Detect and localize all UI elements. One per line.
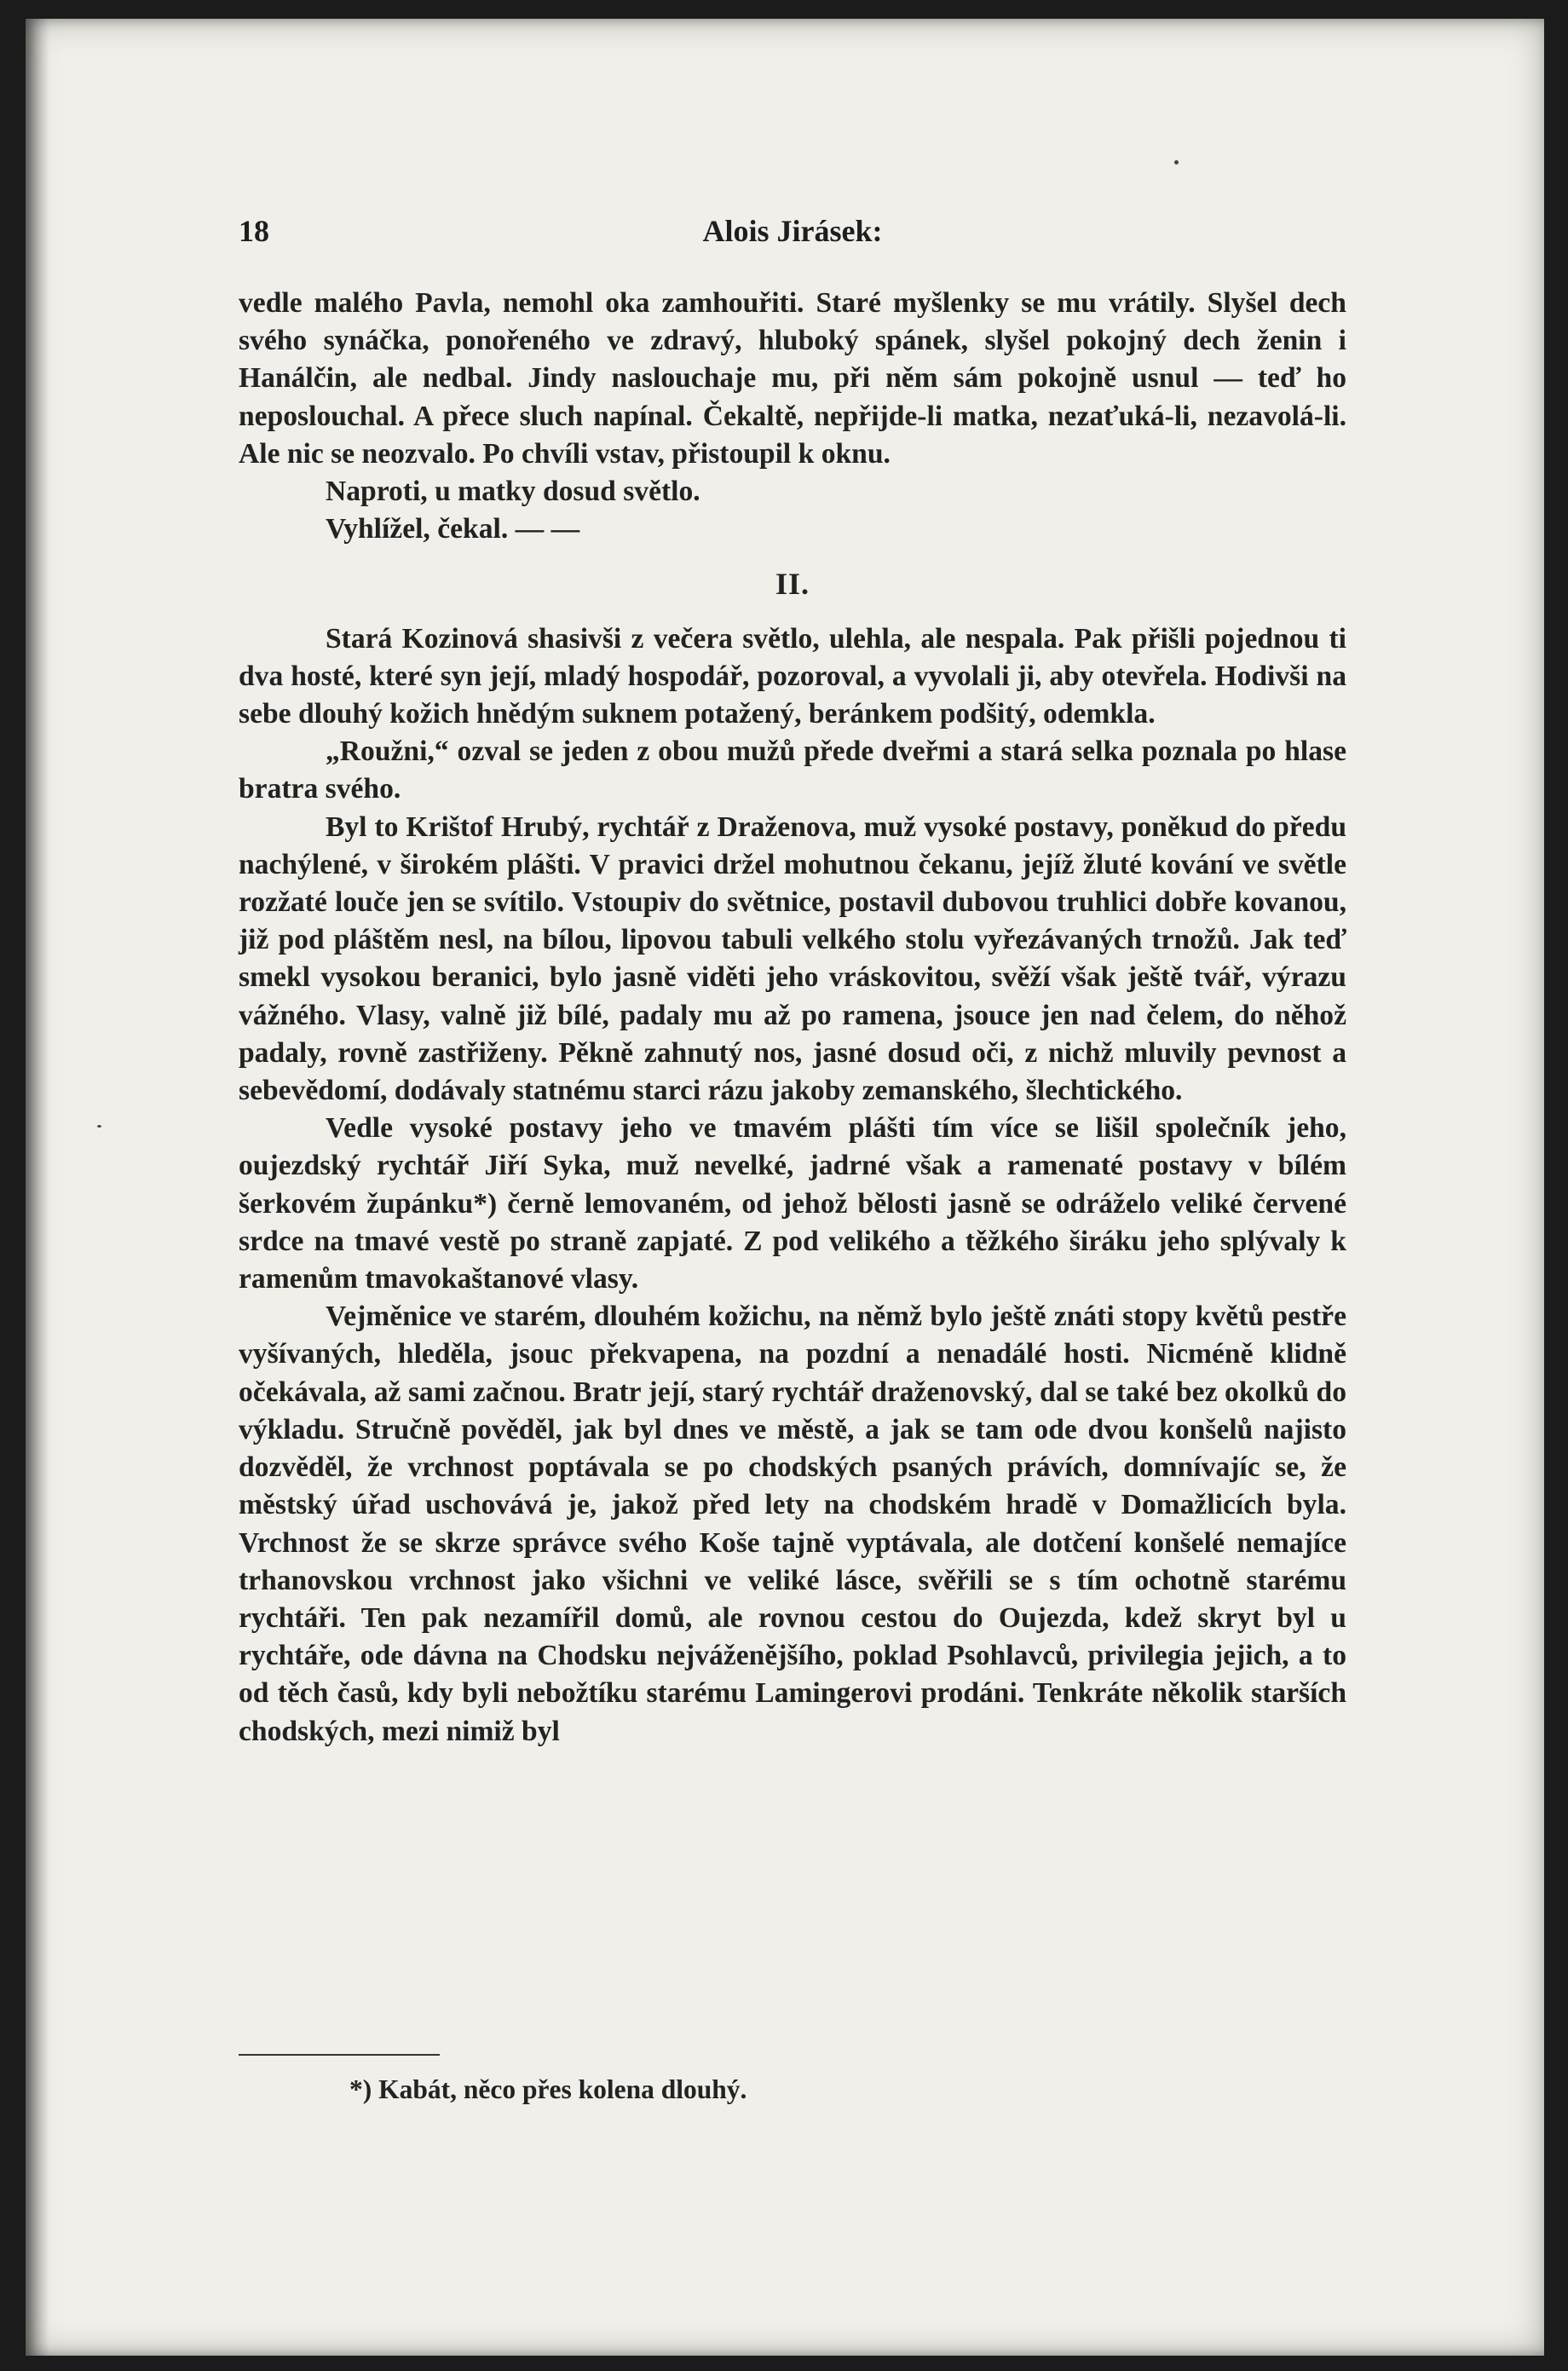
page-number: 18 <box>239 214 269 248</box>
paragraph: Vedle vysoké postavy jeho ve tmavém plášti tím více se lišil společník jeho, oujezdský rychtář Jiří Syka, muž nevelké, jadrné však a ramenaté postavy v bílém šerkovém župánku*) černě lemovaném, od jehož bělosti jasně se odráželo veliké červené srdce na tmavé vestě po straně zapjaté. Z pod velikého a těžkého širáku jeho splývaly k ramenům tmavokaštanové vlasy. <box>239 1112 1346 1295</box>
paragraph: Vejměnice ve starém, dlouhém kožichu, na němž bylo ještě znáti stopy květů pestře vyšívaných, hleděla, jsouc překvapena, na pozdní a nenadálé hosti. Nicméně klidně očekávala, až sami začnou. Bratr její, starý rychtář draženovský, dal se také bez okolků do výkladu. Stručně pověděl, jak byl dnes ve městě, a jak se tam ode dvou konšelů najisto dozvěděl, že vrchnost poptávala se po chodských psaných právích, domnívajíc se, že městský úřad uschovává je, jakož před lety na chodském hradě v Domažlicích byla. Vrchnost že se skrze správce svého Koše tajně vyptávala, ale dotčení konšelé nemajíce trhanovskou vrchnost jako všichni ve veliké lásce, svěřili se s tím ochotně starému rychtáři. Ten pak nezamířil domů, ale rovnou cestou do Oujezda, kdež skryt byl u rychtáře, ode dávna na Chodsku nejváženějšího, poklad Psohlavců, privilegia jejich, a to od těch časů, kdy byli nebožtíku starému Lamingerovi prodáni. Tenkráte několik starších chodských, mezi nimiž byl <box>239 1301 1346 1747</box>
ink-speck <box>1174 160 1179 164</box>
paragraph: „Roužni,“ ozval se jeden z obou mužů přede dveřmi a stará selka poznala po hlase bratra svého. <box>239 736 1346 805</box>
page-header <box>239 213 1346 256</box>
paragraph-naproti: Naproti, u matky dosud světlo. <box>326 476 700 508</box>
opening-paragraph: vedle malého Pavla, nemohl oka zamhouřiti. Staré myšlenky se mu vrátily. Slyšel dech svého synáčka, ponořeného ve zdravý, hluboký spánek, slyšel pokojný dech ženin i Hanálčin, ale nedbal. Jindy naslouchaje mu, při něm sám pokojně usnul — teď ho neposlouchal. A přece sluch napínal. Čekaltě, nepřijde-li matka, nezaťuká-li, nezavolá-li. Ale nic se neozvalo. Po chvíli vstav, přistoupil k oknu. <box>239 287 1346 470</box>
footnote-divider <box>239 2054 440 2056</box>
paragraph: Byl to Krištof Hrubý, rychtář z Draženova, muž vysoké postavy, poněkud do předu nachýlené, v širokém plášti. V pravici držel mohutnou čekanu, jejíž žluté kování ve světle rozžaté louče jen se svítilo. Vstoupiv do světnice, postavil dubovou truhlici dobře kovanou, již pod pláštěm nesl, na bílou, lipovou tabuli velkého stolu vyřezávaných trnožů. Jak teď smekl vysokou beranici, bylo jasně viděti jeho vráskovitou, svěží však ještě tvář, výrazu vážného. Vlasy, valně již bílé, padaly mu až po ramena, jsouce jen nad čelem, do něhož padaly, rovně zastřiženy. Pěkně zahnutý nos, jasné dosud oči, z nichž mluvily pevnost a sebevědomí, dodávaly statnému starci rázu jakoby zemanského, šlechtického. <box>239 811 1346 1107</box>
page-edge-shadow <box>26 19 49 2356</box>
chapter-heading: II. <box>775 567 810 602</box>
paragraph-vyhlizel: Vyhlížel, čekal. — — <box>326 513 580 545</box>
footnote: *) Kabát, něco přes kolena dlouhý. <box>349 2074 747 2104</box>
running-title: Alois Jirásek: <box>702 214 883 248</box>
ink-speck <box>97 1125 101 1128</box>
page-body <box>239 285 1346 1751</box>
paragraph: Stará Kozinová shasivši z večera světlo, ulehla, ale nespala. Pak přišli pojednou ti dva hosté, které syn její, mladý hospodář, pozoroval, a vyvolali ji, aby otevřela. Hodivši na sebe dlouhý kožich hnědým suknem potažený, beránkem podšitý, odemkla. <box>239 622 1346 730</box>
